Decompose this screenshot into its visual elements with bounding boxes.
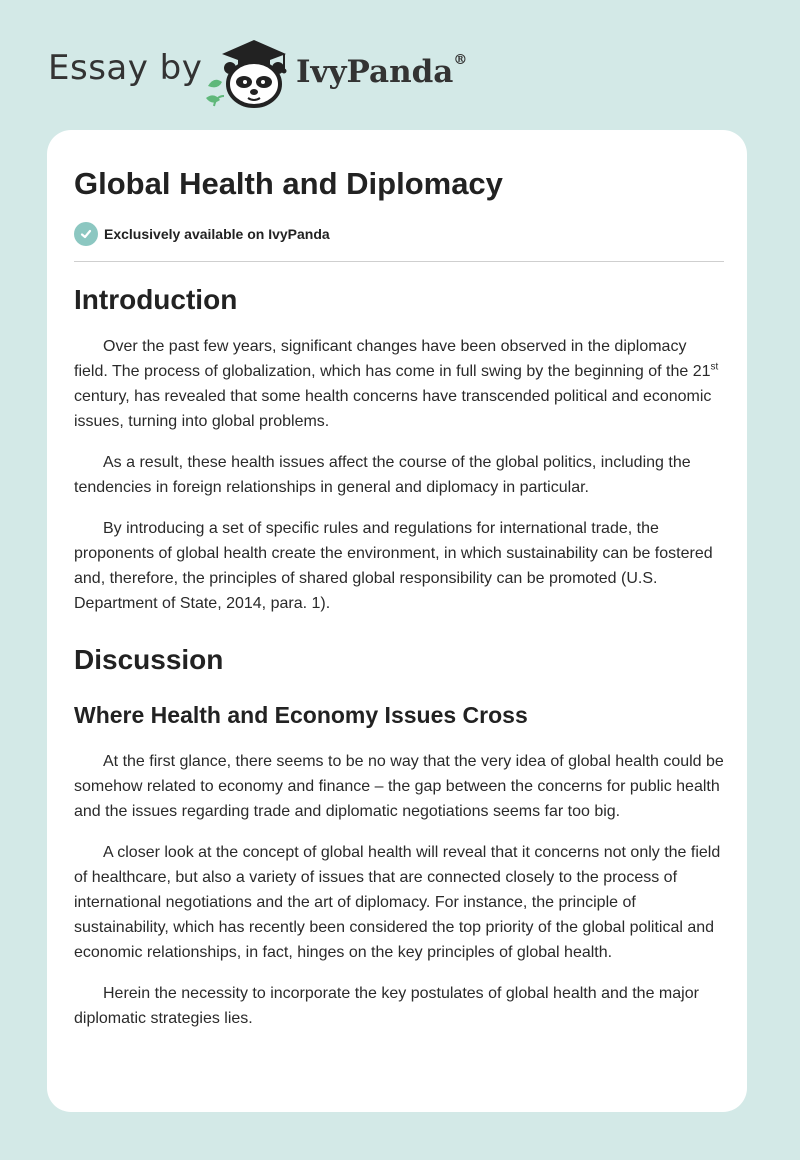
- panda-graduate-icon[interactable]: [200, 34, 296, 110]
- badge-label: Exclusively available on IvyPanda: [104, 226, 330, 242]
- section-discussion: [74, 644, 724, 1031]
- section-heading: Introduction: [74, 284, 238, 315]
- essay-by-label: Essay by: [48, 48, 203, 88]
- exclusive-badge: [74, 222, 330, 246]
- paragraph: At the first glance, there seems to be no way that the very idea of global health could be somehow related to economy and finance – the gap between the concerns for public health and the issues regarding trade and diplomatic negotiations seems far too big.: [74, 753, 724, 820]
- paragraph: Herein the necessity to incorporate the key postulates of global health and the major diplomatic strategies lies.: [74, 985, 699, 1027]
- registered-mark: ®: [453, 52, 468, 68]
- divider: [74, 261, 724, 262]
- section-introduction: [74, 284, 724, 616]
- brand-name[interactable]: IvyPanda®: [296, 52, 468, 90]
- check-circle-icon: [74, 222, 98, 246]
- subsection-heading: Where Health and Economy Issues Cross: [74, 702, 528, 728]
- paragraph: By introducing a set of specific rules and regulations for international trade, the proponents of global health create the environment, in which sustainability can be fostered and, therefore, the principles of shared global responsibility can be promoted (U.S. Department of State, 2014, para. 1).: [74, 520, 713, 612]
- site-header: [48, 34, 748, 114]
- section-heading: Discussion: [74, 644, 224, 675]
- paragraph: As a result, these health issues affect the course of the global politics, including the tendencies in foreign relationships in general and diplomacy in particular.: [74, 454, 691, 496]
- article-card: [47, 130, 747, 1112]
- paragraph: Over the past few years, significant changes have been observed in the diplomacy field. The process of globalization, which has come in full swing by the beginning of the 21st century, has revealed that some health concerns have transcended political and economic issues, turning into global problems.: [74, 338, 719, 430]
- paragraph: A closer look at the concept of global health will reveal that it concerns not only the field of healthcare, but also a variety of issues that are connected closely to the process of international negotiations and the art of diplomacy. For instance, the principle of sustainability, which has recently been considered the top priority of the global political and economic relationships, in fact, hinges on the key principles of global health.: [74, 844, 721, 961]
- page-title: Global Health and Diplomacy: [74, 166, 503, 201]
